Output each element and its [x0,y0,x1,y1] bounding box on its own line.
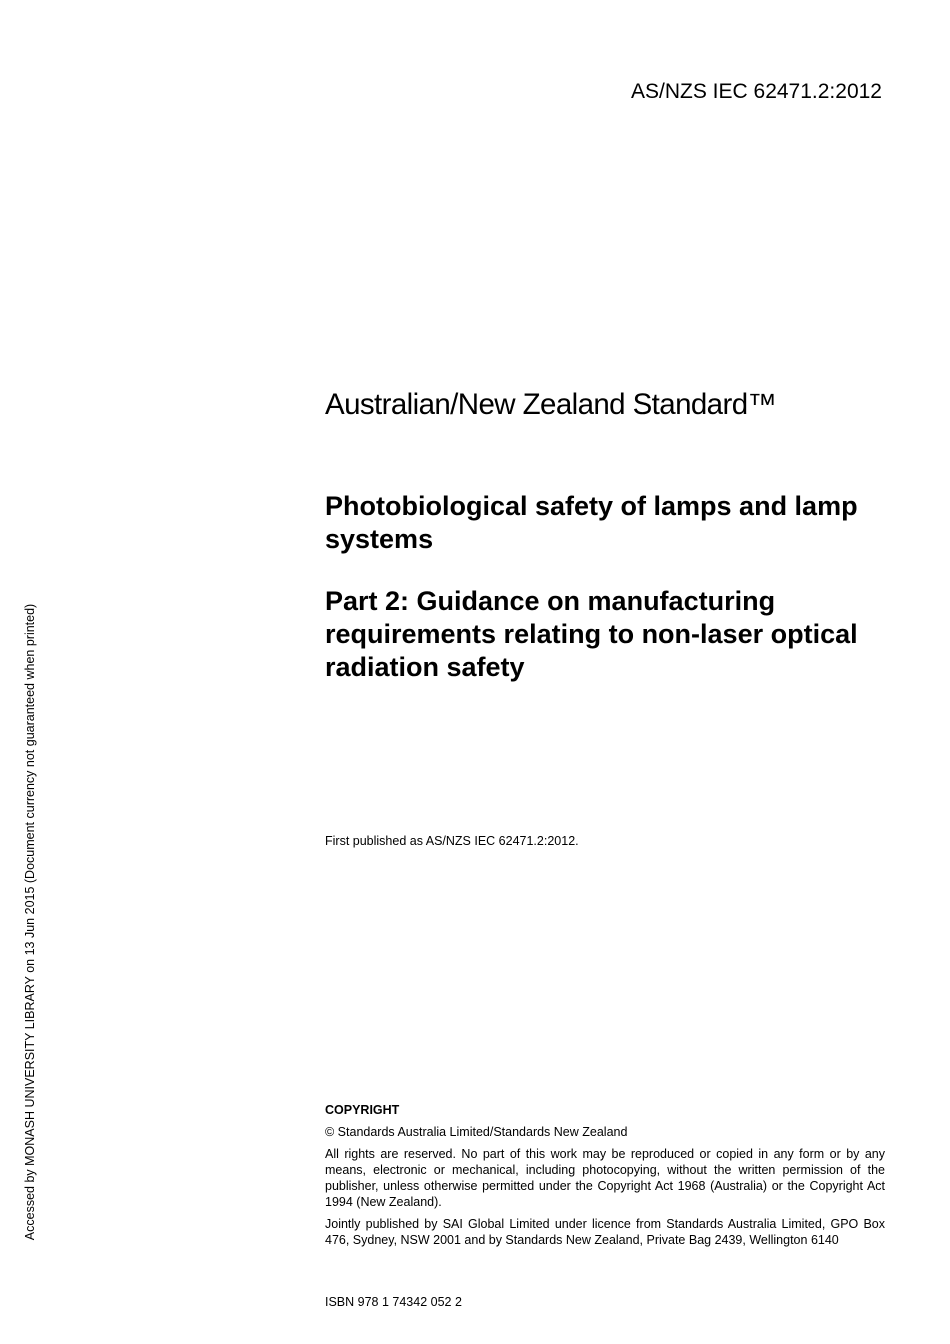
copyright-heading: COPYRIGHT [325,1103,400,1117]
copyright-block [325,1102,885,1254]
isbn: ISBN 978 1 74342 052 2 [325,1295,462,1309]
copyright-owner: © Standards Australia Limited/Standards New Zealand [325,1125,628,1139]
access-notice: Accessed by MONASH UNIVERSITY LIBRARY on 13 Jun 2015 (Document currency not guaranteed when printed) [23,603,37,1241]
document-number: AS/NZS IEC 62471.2:2012 [631,80,882,103]
document-title: Photobiological safety of lamps and lamp systems [325,491,858,554]
copyright-publisher: Jointly published by SAI Global Limited under licence from Standards Australia Limited, GPO Box 476, Sydney, NSW 2001 and by Standards New Zealand, Private Bag 2439, Wellington 6140 [325,1217,885,1247]
part-title: Part 2: Guidance on manufacturing requirements relating to non-laser optical radiation safety [325,586,858,682]
first-published-note: First published as AS/NZS IEC 62471.2:2012. [325,834,579,848]
standard-name: Australian/New Zealand Standard™ [325,388,777,421]
copyright-rights: All rights are reserved. No part of this work may be reproduced or copied in any form or by any means, electronic or mechanical, including photocopying, without the written permission of the publisher, unless otherwise permitted under the Copyright Act 1968 (Australia) or the Copyright Act 1994 (New Zealand). [325,1147,885,1209]
